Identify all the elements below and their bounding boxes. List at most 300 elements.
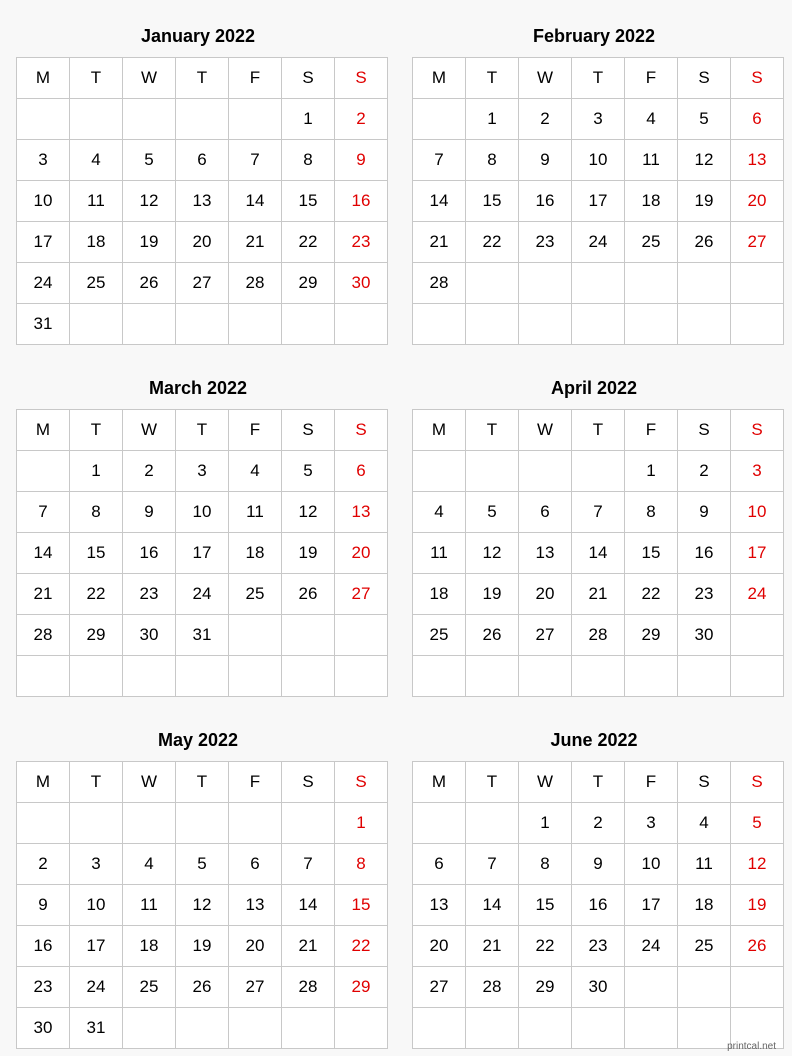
- day-cell: 30: [678, 615, 731, 656]
- day-cell: 28: [466, 967, 519, 1008]
- day-cell: 11: [123, 885, 176, 926]
- day-cell: 10: [70, 885, 123, 926]
- day-cell: 13: [176, 181, 229, 222]
- empty-cell: [519, 451, 572, 492]
- day-cell: 21: [282, 926, 335, 967]
- day-cell: 2: [678, 451, 731, 492]
- month-title: April 2022: [550, 378, 638, 398]
- empty-cell: [17, 656, 70, 697]
- empty-cell: [678, 263, 731, 304]
- weekday-header-row: [17, 762, 388, 803]
- day-cell: 24: [731, 574, 784, 615]
- day-cell: 23: [123, 574, 176, 615]
- day-cell: 18: [678, 885, 731, 926]
- day-cell: 14: [413, 181, 466, 222]
- empty-cell: [413, 99, 466, 140]
- weekday-label: S: [282, 762, 335, 803]
- day-cell: 2: [519, 99, 572, 140]
- day-cell: 20: [335, 533, 388, 574]
- empty-cell: [466, 656, 519, 697]
- day-cell: 1: [519, 803, 572, 844]
- weekday-label: T: [572, 762, 625, 803]
- week-row: [17, 1008, 388, 1049]
- empty-cell: [282, 615, 335, 656]
- day-cell: 6: [731, 99, 784, 140]
- week-row: [413, 926, 784, 967]
- month-march: [16, 376, 380, 644]
- day-cell: 27: [731, 222, 784, 263]
- day-cell: 26: [678, 222, 731, 263]
- empty-cell: [70, 803, 123, 844]
- day-cell: 26: [466, 615, 519, 656]
- day-cell: 1: [466, 99, 519, 140]
- week-row: [17, 222, 388, 263]
- day-cell: 17: [176, 533, 229, 574]
- day-cell: 6: [413, 844, 466, 885]
- day-cell: 14: [229, 181, 282, 222]
- day-cell: 3: [176, 451, 229, 492]
- day-cell: 23: [678, 574, 731, 615]
- weekday-label: F: [229, 762, 282, 803]
- footer-credit: printcal.net: [727, 1041, 776, 1052]
- week-row: [413, 844, 784, 885]
- empty-cell: [123, 304, 176, 345]
- day-cell: 19: [176, 926, 229, 967]
- weekday-label: F: [229, 58, 282, 99]
- empty-cell: [229, 615, 282, 656]
- day-cell: 4: [229, 451, 282, 492]
- empty-cell: [282, 803, 335, 844]
- day-cell: 8: [519, 844, 572, 885]
- week-row: [17, 492, 388, 533]
- day-cell: 9: [335, 140, 388, 181]
- day-cell: 21: [413, 222, 466, 263]
- day-cell: 26: [282, 574, 335, 615]
- day-cell: 12: [678, 140, 731, 181]
- day-cell: 22: [519, 926, 572, 967]
- empty-cell: [335, 615, 388, 656]
- weekday-label: T: [70, 762, 123, 803]
- weekday-label: F: [625, 410, 678, 451]
- empty-cell: [731, 615, 784, 656]
- day-cell: 10: [625, 844, 678, 885]
- empty-cell: [466, 304, 519, 345]
- weekday-header-row: [17, 58, 388, 99]
- weekday-label: S: [282, 410, 335, 451]
- day-cell: 25: [625, 222, 678, 263]
- day-cell: 19: [466, 574, 519, 615]
- week-row: [413, 492, 784, 533]
- empty-cell: [335, 656, 388, 697]
- week-row: [17, 926, 388, 967]
- empty-cell: [413, 656, 466, 697]
- day-cell: 6: [229, 844, 282, 885]
- day-cell: 18: [229, 533, 282, 574]
- day-cell: 23: [519, 222, 572, 263]
- empty-cell: [466, 263, 519, 304]
- day-cell: 19: [678, 181, 731, 222]
- empty-cell: [176, 803, 229, 844]
- empty-cell: [572, 263, 625, 304]
- month-june: [412, 728, 776, 996]
- day-cell: 31: [176, 615, 229, 656]
- day-cell: 7: [282, 844, 335, 885]
- day-cell: 13: [519, 533, 572, 574]
- month-grid: [16, 409, 388, 697]
- empty-cell: [229, 1008, 282, 1049]
- day-cell: 26: [123, 263, 176, 304]
- day-cell: 3: [572, 99, 625, 140]
- day-cell: 1: [282, 99, 335, 140]
- month-january: [16, 24, 380, 333]
- day-cell: 28: [282, 967, 335, 1008]
- empty-cell: [17, 803, 70, 844]
- day-cell: 27: [519, 615, 572, 656]
- empty-cell: [176, 304, 229, 345]
- day-cell: 19: [731, 885, 784, 926]
- day-cell: 13: [731, 140, 784, 181]
- week-row: [17, 615, 388, 656]
- day-cell: 29: [519, 967, 572, 1008]
- empty-cell: [123, 656, 176, 697]
- day-cell: 8: [282, 140, 335, 181]
- week-row: [17, 263, 388, 304]
- weekday-label: S: [731, 58, 784, 99]
- week-row: [17, 304, 388, 345]
- empty-cell: [572, 1008, 625, 1049]
- weekday-label: T: [176, 58, 229, 99]
- empty-cell: [572, 656, 625, 697]
- week-row: [17, 99, 388, 140]
- day-cell: 5: [176, 844, 229, 885]
- day-cell: 16: [123, 533, 176, 574]
- day-cell: 30: [17, 1008, 70, 1049]
- empty-cell: [731, 263, 784, 304]
- day-cell: 14: [572, 533, 625, 574]
- weekday-label: T: [572, 58, 625, 99]
- day-cell: 7: [229, 140, 282, 181]
- month-february: [412, 24, 776, 292]
- empty-cell: [17, 99, 70, 140]
- empty-cell: [413, 803, 466, 844]
- day-cell: 3: [70, 844, 123, 885]
- weekday-label: T: [466, 762, 519, 803]
- day-cell: 15: [519, 885, 572, 926]
- day-cell: 2: [572, 803, 625, 844]
- day-cell: 30: [123, 615, 176, 656]
- day-cell: 25: [678, 926, 731, 967]
- day-cell: 1: [70, 451, 123, 492]
- weekday-label: S: [335, 762, 388, 803]
- day-cell: 19: [123, 222, 176, 263]
- week-row: [17, 844, 388, 885]
- weekday-label: W: [123, 58, 176, 99]
- day-cell: 29: [335, 967, 388, 1008]
- week-row: [17, 803, 388, 844]
- day-cell: 8: [335, 844, 388, 885]
- week-row: [413, 181, 784, 222]
- week-row: [413, 967, 784, 1008]
- day-cell: 15: [625, 533, 678, 574]
- day-cell: 2: [17, 844, 70, 885]
- empty-cell: [678, 304, 731, 345]
- day-cell: 1: [625, 451, 678, 492]
- week-row: [17, 967, 388, 1008]
- day-cell: 25: [413, 615, 466, 656]
- day-cell: 6: [176, 140, 229, 181]
- weekday-label: F: [625, 762, 678, 803]
- weekday-header-row: [413, 410, 784, 451]
- day-cell: 4: [70, 140, 123, 181]
- weekday-label: M: [17, 762, 70, 803]
- weekday-label: S: [678, 410, 731, 451]
- day-cell: 7: [466, 844, 519, 885]
- empty-cell: [123, 99, 176, 140]
- day-cell: 16: [519, 181, 572, 222]
- weekday-label: S: [678, 762, 731, 803]
- week-row: [17, 451, 388, 492]
- day-cell: 11: [229, 492, 282, 533]
- day-cell: 12: [176, 885, 229, 926]
- day-cell: 25: [70, 263, 123, 304]
- empty-cell: [678, 967, 731, 1008]
- day-cell: 3: [731, 451, 784, 492]
- day-cell: 17: [572, 181, 625, 222]
- empty-cell: [335, 1008, 388, 1049]
- day-cell: 5: [282, 451, 335, 492]
- month-grid: [412, 409, 784, 697]
- day-cell: 18: [625, 181, 678, 222]
- month-grid: [412, 57, 784, 345]
- empty-cell: [519, 304, 572, 345]
- day-cell: 24: [625, 926, 678, 967]
- day-cell: 30: [572, 967, 625, 1008]
- empty-cell: [625, 1008, 678, 1049]
- day-cell: 20: [413, 926, 466, 967]
- week-row: [413, 99, 784, 140]
- day-cell: 5: [731, 803, 784, 844]
- day-cell: 4: [678, 803, 731, 844]
- empty-cell: [176, 99, 229, 140]
- week-row: [413, 222, 784, 263]
- weekday-label: W: [519, 410, 572, 451]
- day-cell: 4: [413, 492, 466, 533]
- day-cell: 21: [17, 574, 70, 615]
- day-cell: 15: [70, 533, 123, 574]
- day-cell: 29: [282, 263, 335, 304]
- day-cell: 4: [123, 844, 176, 885]
- day-cell: 22: [70, 574, 123, 615]
- week-row: [413, 263, 784, 304]
- day-cell: 5: [466, 492, 519, 533]
- day-cell: 26: [731, 926, 784, 967]
- empty-cell: [229, 656, 282, 697]
- empty-cell: [625, 263, 678, 304]
- day-cell: 24: [572, 222, 625, 263]
- day-cell: 11: [413, 533, 466, 574]
- empty-cell: [625, 304, 678, 345]
- day-cell: 12: [123, 181, 176, 222]
- weekday-label: S: [335, 58, 388, 99]
- weekday-label: S: [731, 410, 784, 451]
- weekday-label: M: [413, 58, 466, 99]
- day-cell: 28: [572, 615, 625, 656]
- empty-cell: [625, 656, 678, 697]
- day-cell: 24: [176, 574, 229, 615]
- month-grid: [16, 761, 388, 1049]
- day-cell: 15: [466, 181, 519, 222]
- empty-cell: [70, 656, 123, 697]
- day-cell: 20: [731, 181, 784, 222]
- empty-cell: [678, 656, 731, 697]
- empty-cell: [282, 656, 335, 697]
- week-row: [17, 140, 388, 181]
- day-cell: 28: [413, 263, 466, 304]
- day-cell: 21: [229, 222, 282, 263]
- empty-cell: [229, 803, 282, 844]
- day-cell: 10: [17, 181, 70, 222]
- day-cell: 9: [123, 492, 176, 533]
- day-cell: 18: [70, 222, 123, 263]
- day-cell: 17: [625, 885, 678, 926]
- week-row: [17, 533, 388, 574]
- day-cell: 29: [625, 615, 678, 656]
- week-row: [413, 140, 784, 181]
- empty-cell: [731, 656, 784, 697]
- weekday-label: M: [413, 410, 466, 451]
- day-cell: 22: [466, 222, 519, 263]
- empty-cell: [731, 304, 784, 345]
- day-cell: 25: [123, 967, 176, 1008]
- day-cell: 6: [519, 492, 572, 533]
- day-cell: 23: [335, 222, 388, 263]
- day-cell: 2: [123, 451, 176, 492]
- day-cell: 16: [17, 926, 70, 967]
- empty-cell: [572, 451, 625, 492]
- month-title: January 2022: [140, 26, 256, 46]
- day-cell: 30: [335, 263, 388, 304]
- day-cell: 27: [335, 574, 388, 615]
- weekday-header-row: [17, 410, 388, 451]
- week-row: [17, 885, 388, 926]
- day-cell: 11: [678, 844, 731, 885]
- day-cell: 22: [335, 926, 388, 967]
- weekday-label: T: [466, 410, 519, 451]
- day-cell: 12: [731, 844, 784, 885]
- day-cell: 7: [17, 492, 70, 533]
- month-may: [16, 728, 380, 1037]
- weekday-label: W: [519, 762, 572, 803]
- weekday-label: S: [335, 410, 388, 451]
- weekday-label: S: [282, 58, 335, 99]
- day-cell: 17: [70, 926, 123, 967]
- empty-cell: [413, 451, 466, 492]
- day-cell: 1: [335, 803, 388, 844]
- weekday-label: F: [229, 410, 282, 451]
- day-cell: 17: [17, 222, 70, 263]
- month-title: February 2022: [532, 26, 656, 46]
- day-cell: 22: [282, 222, 335, 263]
- week-row: [17, 574, 388, 615]
- weekday-label: T: [572, 410, 625, 451]
- empty-cell: [70, 99, 123, 140]
- empty-cell: [123, 803, 176, 844]
- day-cell: 4: [625, 99, 678, 140]
- day-cell: 14: [466, 885, 519, 926]
- day-cell: 23: [572, 926, 625, 967]
- week-row: [413, 304, 784, 345]
- day-cell: 31: [70, 1008, 123, 1049]
- weekday-label: T: [70, 410, 123, 451]
- empty-cell: [466, 1008, 519, 1049]
- month-grid: [412, 761, 784, 1049]
- empty-cell: [282, 1008, 335, 1049]
- empty-cell: [466, 803, 519, 844]
- day-cell: 8: [70, 492, 123, 533]
- day-cell: 20: [229, 926, 282, 967]
- empty-cell: [466, 451, 519, 492]
- empty-cell: [70, 304, 123, 345]
- day-cell: 9: [17, 885, 70, 926]
- weekday-label: S: [731, 762, 784, 803]
- week-row: [413, 533, 784, 574]
- weekday-label: T: [466, 58, 519, 99]
- month-april: [412, 376, 776, 644]
- day-cell: 13: [335, 492, 388, 533]
- day-cell: 20: [519, 574, 572, 615]
- day-cell: 21: [466, 926, 519, 967]
- day-cell: 5: [123, 140, 176, 181]
- day-cell: 15: [282, 181, 335, 222]
- month-grid: [16, 57, 388, 345]
- weekday-label: S: [678, 58, 731, 99]
- day-cell: 19: [282, 533, 335, 574]
- empty-cell: [572, 304, 625, 345]
- weekday-label: W: [519, 58, 572, 99]
- day-cell: 25: [229, 574, 282, 615]
- empty-cell: [519, 656, 572, 697]
- empty-cell: [176, 656, 229, 697]
- empty-cell: [282, 304, 335, 345]
- empty-cell: [678, 1008, 731, 1049]
- weekday-label: T: [70, 58, 123, 99]
- day-cell: 18: [123, 926, 176, 967]
- day-cell: 16: [335, 181, 388, 222]
- week-row: [17, 656, 388, 697]
- empty-cell: [413, 304, 466, 345]
- week-row: [413, 615, 784, 656]
- empty-cell: [413, 1008, 466, 1049]
- day-cell: 10: [176, 492, 229, 533]
- month-title: March 2022: [148, 378, 248, 398]
- day-cell: 5: [678, 99, 731, 140]
- day-cell: 3: [625, 803, 678, 844]
- weekday-label: M: [413, 762, 466, 803]
- week-row: [413, 451, 784, 492]
- day-cell: 9: [572, 844, 625, 885]
- empty-cell: [731, 967, 784, 1008]
- weekday-label: T: [176, 410, 229, 451]
- day-cell: 31: [17, 304, 70, 345]
- day-cell: 29: [70, 615, 123, 656]
- week-row: [413, 885, 784, 926]
- day-cell: 20: [176, 222, 229, 263]
- day-cell: 18: [413, 574, 466, 615]
- weekday-label: T: [176, 762, 229, 803]
- day-cell: 16: [572, 885, 625, 926]
- empty-cell: [229, 99, 282, 140]
- weekday-label: F: [625, 58, 678, 99]
